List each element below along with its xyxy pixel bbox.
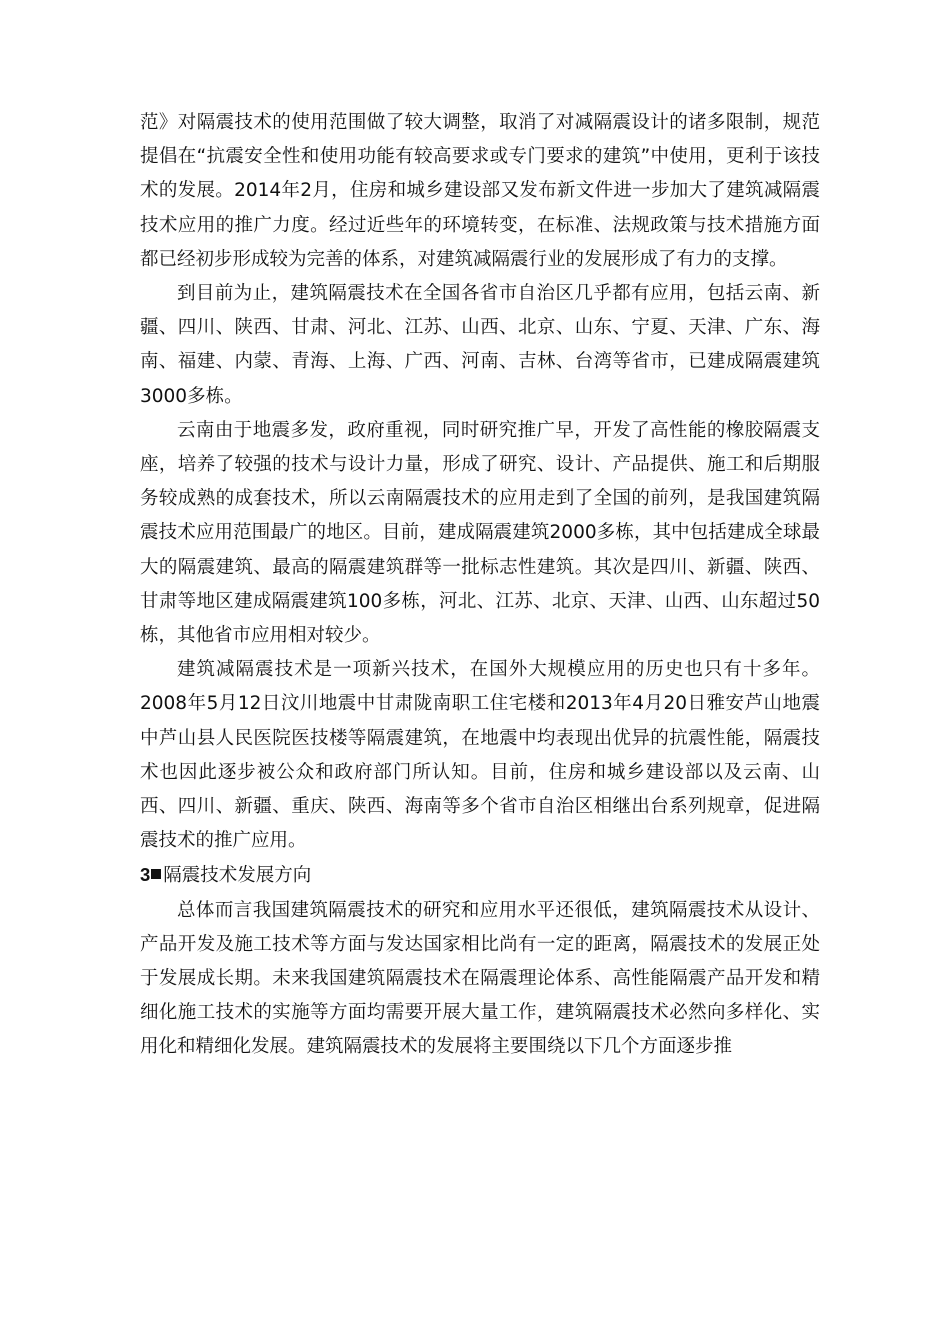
paragraph-3: 云南由于地震多发，政府重视，同时研究推广早，开发了高性能的橡胶隔震支座，培养了较强的技术与设计力量，形成了研究、设计、产品提供、施工和后期服务较成熟的成套技术，所以云南隔震技术的应用走到了全国的前列，是我国建筑隔震技术应用范围最广的地区。目前，建成隔震建筑2000多栋，其中包括建成全球最大的隔震建筑、最高的隔震建筑群等一批标志性建筑。其次是四川、新疆、陕西、甘肃等地区建成隔震建筑100多栋，河北、江苏、北京、天津、山西、山东超过50栋，其他省市应用相对较少。: [140, 419, 820, 647]
paragraph-2: 到目前为止，建筑隔震技术在全国各省市自治区几乎都有应用，包括云南、新疆、四川、陕西、甘肃、河北、江苏、山西、北京、山东、宁夏、天津、广东、海南、福建、内蒙、青海、上海、广西、河南、吉林、台湾等省市，已建成隔震建筑3000多栋。: [140, 283, 820, 407]
section-heading: [140, 858, 820, 893]
paragraph-4: 建筑减隔震技术是一项新兴技术，在国外大规模应用的历史也只有十多年。2008年5月12日汶川地震中甘肃陇南职工住宅楼和2013年4月20日雅安芦山地震中芦山县人民医院医技楼等隔震建筑，在地震中均表现出优异的抗震性能，隔震技术也因此逐步被公众和政府部门所认知。目前，住房和城乡建设部以及云南、山西、四川、新疆、重庆、陕西、海南等多个省市自治区相继出台系列规章，促进隔震技术的推广应用。: [140, 659, 820, 852]
section-number: 3: [140, 864, 151, 886]
paragraph-1: 范》对隔震技术的使用范围做了较大调整，取消了对减隔震设计的诸多限制，规范提倡在“抗震安全性和使用功能有较高要求或专门要求的建筑”中使用，更利于该技术的发展。2014年2月，住房和城乡建设部又发布新文件进一步加大了建筑减隔震技术应用的推广力度。经过近些年的环境转变，在标准、法规政策与技术措施方面都已经初步形成较为完善的体系，对建筑减隔震行业的发展形成了有力的支撑。: [140, 112, 820, 270]
paragraph-5: 总体而言我国建筑隔震技术的研究和应用水平还很低，建筑隔震技术从设计、产品开发及施工技术等方面与发达国家相比尚有一定的距离，隔震技术的发展正处于发展成长期。未来我国建筑隔震技术在隔震理论体系、高性能隔震产品开发和精细化施工技术的实施等方面均需要开展大量工作，建筑隔震技术必然向多样化、实用化和精细化发展。建筑隔震技术的发展将主要围绕以下几个方面逐步推: [140, 899, 820, 1058]
square-bullet-icon: [151, 869, 161, 879]
document-body: [140, 106, 820, 1065]
section-title: 隔震技术发展方向: [163, 865, 312, 887]
